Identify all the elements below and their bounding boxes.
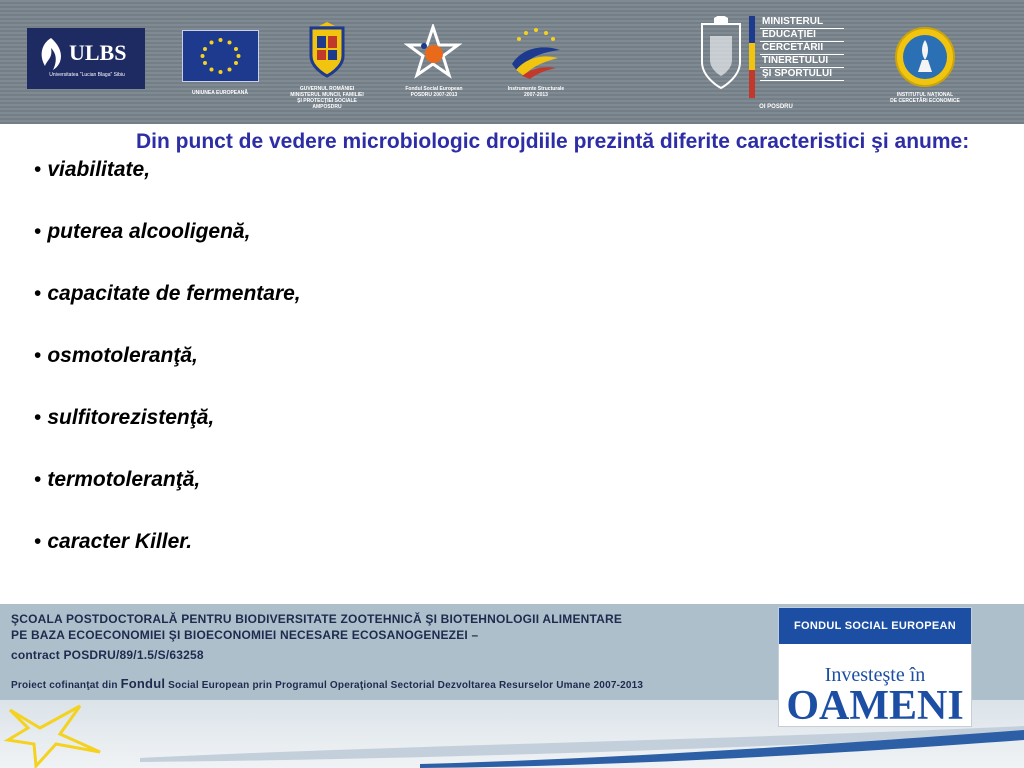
list-item-text: sulfitorezistenţă, — [47, 406, 215, 429]
instrumente-structurale-icon — [506, 24, 566, 80]
eu-caption: UNIUNEA EUROPEANĂ — [192, 90, 248, 96]
ulbs-logo-caption: Universitatea "Lucian Blaga" Sibiu — [49, 72, 125, 78]
eu-flag-logo — [182, 30, 259, 82]
bullet-dot: • — [34, 530, 42, 553]
ministerul-line: EDUCAŢIEI — [760, 29, 844, 42]
eu-stars-icon — [183, 31, 258, 81]
bullet-dot: • — [34, 468, 42, 491]
ministerul-line: MINISTERUL — [760, 16, 844, 29]
ulbs-emblem-icon — [33, 34, 69, 74]
list-item — [34, 528, 994, 590]
instrumente-structurale-logo — [506, 24, 566, 80]
list-item-text: termotoleranţă, — [47, 468, 201, 491]
footer-cofinanced-bold: Fondul — [120, 676, 166, 691]
bullet-dot: • — [34, 158, 42, 181]
list-item-text: puterea alcooligenă, — [47, 220, 251, 243]
list-item-text: caracter Killer. — [47, 530, 193, 553]
romania-coat-of-arms-logo — [305, 22, 349, 80]
coat-of-arms-icon — [305, 22, 349, 80]
instrumente-caption: Instrumente Structurale 2007-2013 — [507, 86, 565, 98]
list-item — [34, 342, 994, 404]
list-item — [34, 156, 994, 218]
footer-school-title: ŞCOALA POSTDOCTORALĂ PENTRU BIODIVERSITATE ZOOTEHNICĂ ŞI BIOTEHNOLOGII ALIMENTARE — [11, 612, 623, 626]
footer-cofinanced-pre: Proiect cofinanţat din — [11, 680, 121, 691]
list-item-text: osmotoleranţă, — [47, 344, 198, 367]
footer-cofinanced-post: Social European prin Programul Operaţional Sectorial Dezvoltarea Resurselor Umane 2007-2013 — [165, 680, 644, 691]
list-item-text: capacitate de fermentare, — [47, 282, 301, 305]
ulbs-logo — [27, 28, 145, 89]
bullet-dot: • — [34, 344, 42, 367]
bullet-dot: • — [34, 406, 42, 429]
intro-text: Din punct de vedere microbiologic drojdiile prezintă diferite caracteristici şi anume: — [136, 130, 970, 153]
ministerul-tricolor-bar — [749, 16, 755, 98]
institutul-caption: INSTITUTUL NAŢIONAL DE CERCETĂRI ECONOMICE — [890, 92, 960, 104]
ministerul-line: ŞI SPORTULUI — [760, 68, 844, 81]
list-item — [34, 280, 994, 342]
institutul-national-logo — [894, 26, 956, 88]
bullet-dot: • — [34, 282, 42, 305]
footer-school-subtitle: PE BAZA ECOECONOMIEI ŞI BIOECONOMIEI NECESARE ECOSANOGENEZEI – — [11, 628, 479, 642]
list-item — [34, 218, 994, 280]
fse-caption: Fondul Social European POSDRU 2007-2013 — [405, 86, 463, 98]
characteristics-list — [34, 156, 994, 590]
footer-contract: contract POSDRU/89/1.5/S/63258 — [11, 648, 204, 662]
fse-box-title: FONDUL SOCIAL EUROPEAN — [779, 608, 971, 644]
guvernul-caption: GUVERNUL ROMÂNIEI MINISTERUL MUNCII, FAMILIEI ŞI PROTECŢIEI SOCIALE AMPOSDRU — [290, 86, 364, 110]
fse-star-icon — [404, 24, 462, 80]
intro-paragraph — [34, 128, 994, 156]
institutul-seal-icon — [894, 26, 956, 88]
footer-cofinanced — [11, 676, 643, 691]
fse-box-oameni: OAMENI — [786, 683, 964, 729]
ministerul-educatiei-emblem — [696, 16, 746, 96]
list-item-text: viabilitate, — [47, 158, 151, 181]
header-logo-banner — [0, 0, 1024, 124]
ministerul-label — [760, 16, 844, 81]
ministerul-emblem-icon — [696, 16, 746, 96]
oi-posdru-badge: OI POSDRU — [759, 104, 793, 110]
slide-content — [34, 128, 994, 590]
ministerul-line: CERCETĂRII — [760, 42, 844, 55]
ministerul-line: TINERETULUI — [760, 55, 844, 68]
fse-box-tagline: Investeşte în — [824, 664, 926, 686]
bullet-dot: • — [34, 220, 42, 243]
list-item — [34, 404, 994, 466]
footer-banner — [0, 604, 1024, 768]
fse-investeste-box — [778, 607, 972, 727]
ulbs-logo-text: ULBS — [69, 40, 127, 65]
fse-star-logo — [404, 24, 462, 80]
list-item — [34, 466, 994, 528]
